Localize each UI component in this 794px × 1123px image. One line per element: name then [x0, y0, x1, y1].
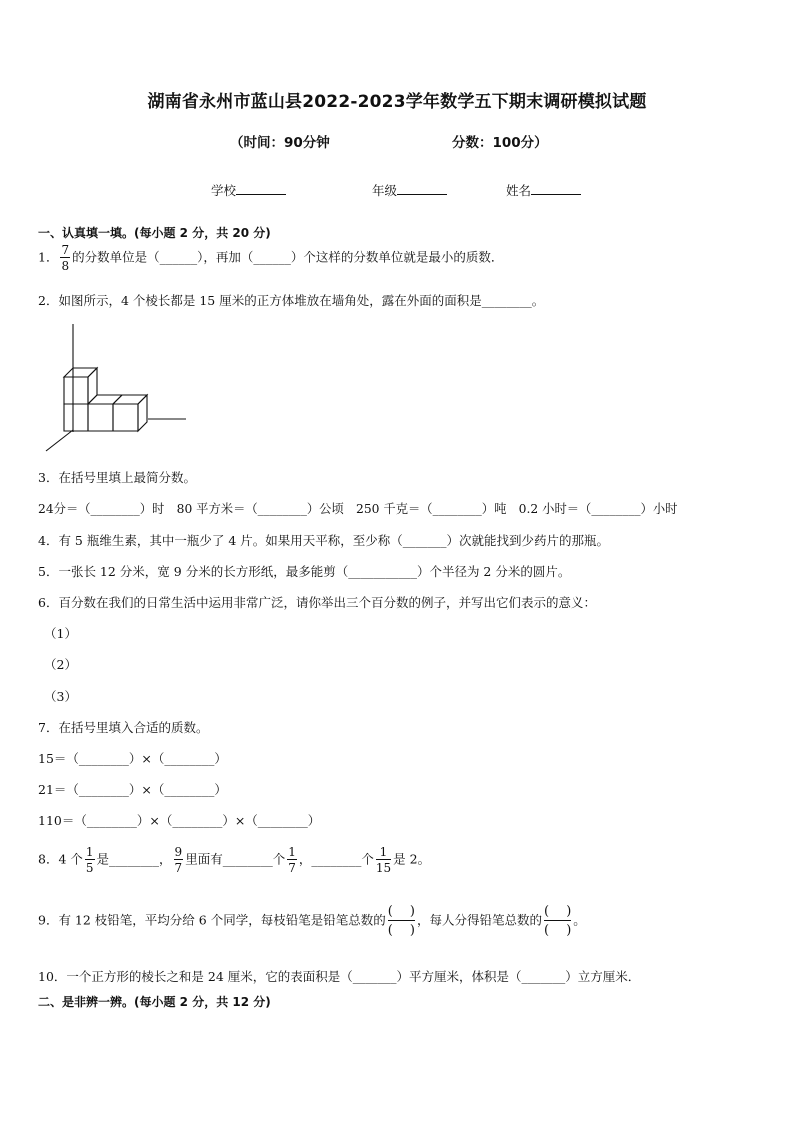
- question-4: 4．有 5 瓶维生素，其中一瓶少了 4 片。如果用天平称，至少称（_______）次就能找到少药片的那瓶。: [38, 533, 610, 548]
- q7-line-2: 21＝（________）×（________）: [38, 782, 227, 797]
- q1-fraction: $\frac{7}{8}$: [61, 243, 70, 273]
- school-label: 学校: [211, 183, 237, 198]
- question-6: 6．百分数在我们的日常生活中运用非常广泛，请你举出三个百分数的例子，并写出它们表示的意义：: [38, 595, 596, 610]
- name-blank: [531, 181, 581, 195]
- q1-number: 1．: [38, 249, 59, 265]
- q6-item-2: （2）: [44, 657, 77, 672]
- q9-blank-fraction-1: ( ) ( ): [387, 904, 415, 938]
- question-9: 9．有 12 枝铅笔，平均分给 6 个同学，每枝铅笔是铅笔总数的 ( ) ( ) ，每人分得铅笔总数的 ( ) ( ) 。: [38, 904, 586, 938]
- q7-line-1: 15＝（________）×（________）: [38, 751, 227, 766]
- q7-line-3: 110＝（________）×（________）×（________）: [38, 813, 321, 828]
- grade-field: [372, 181, 447, 199]
- question-5: 5．一张长 12 分米，宽 9 分米的长方形纸，最多能剪（___________）个半径为 2 分米的圆片。: [38, 564, 571, 579]
- exam-time: （时间：90分钟: [230, 135, 330, 151]
- question-7: 7．在括号里填入合适的质数。: [38, 720, 209, 735]
- grade-blank: [397, 181, 447, 195]
- section2-heading: 二、是非辨一辨。(每小题 2 分，共 12 分): [38, 995, 271, 1009]
- question-10: 10．一个正方形的棱长之和是 24 厘米，它的表面积是（_______）平方厘米，体积是（_______）立方厘米．: [38, 969, 641, 984]
- question-8: 8．4 个 $\frac{1}{5}$ 是________， $\frac{9}{7}$ 里面有________个 $\frac{1}{7}$ ，________个 $\frac{1}{15}$ 是 2。: [38, 845, 431, 875]
- name-field: [506, 181, 581, 199]
- school-blank: [236, 181, 286, 195]
- q3-conversions: 24分＝（________）时 80 平方米＝（________）公顷 250 千克＝（________）吨 0.2 小时＝（________）小时: [38, 502, 678, 516]
- grade-label: 年级: [372, 183, 398, 198]
- name-label: 姓名: [506, 183, 532, 198]
- stacked-cubes-figure: [40, 322, 190, 454]
- question-1: [38, 244, 503, 272]
- section1-heading: 一、认真填一填。(每小题 2 分，共 20 分): [38, 226, 271, 240]
- q6-item-3: （3）: [44, 689, 77, 704]
- q8-fraction-4: $\frac{1}{15}$: [375, 845, 392, 875]
- q9-blank-fraction-2: ( ) ( ): [544, 904, 572, 938]
- q8-fraction-3: $\frac{1}{7}$: [288, 845, 296, 875]
- exam-score: 分数：100分）: [452, 135, 548, 151]
- q8-fraction-2: $\frac{9}{7}$: [174, 845, 183, 875]
- page-title: 湖南省永州市蓝山县2022-2023学年数学五下期末调研模拟试题: [147, 92, 647, 112]
- q8-fraction-1: $\frac{1}{5}$: [85, 845, 94, 875]
- school-field: [211, 181, 286, 199]
- q6-item-1: （1）: [44, 626, 77, 641]
- question-2: 2．如图所示，4 个棱长都是 15 厘米的正方体堆放在墙角处，露在外面的面积是________。: [38, 293, 545, 308]
- question-3: 3．在括号里填上最简分数。: [38, 470, 196, 485]
- q1-text: 的分数单位是（______），再加（______）个这样的分数单位就是最小的质数．: [72, 249, 504, 265]
